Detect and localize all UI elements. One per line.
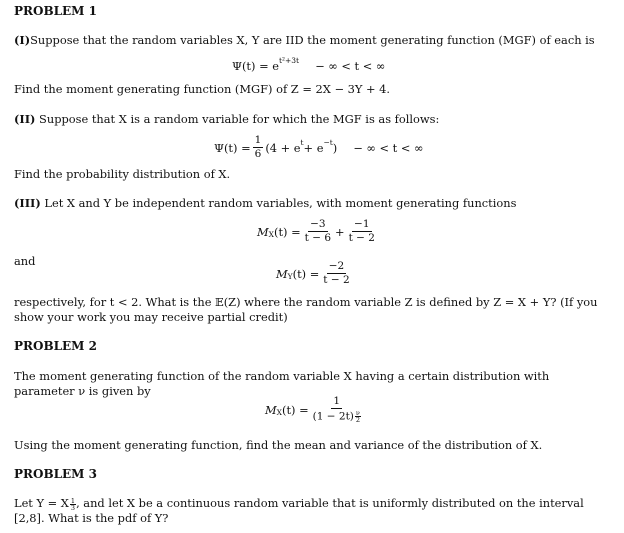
eq4-fraction <box>321 261 351 286</box>
eq1-range: − ∞ < t < ∞ <box>315 59 386 73</box>
part-1-statement: Suppose that the random variables X, Y are IID the moment generating function (MGF) of each is <box>30 33 595 47</box>
eq5-denominator-exponent <box>355 410 361 423</box>
eq3-fraction-1 <box>303 219 333 244</box>
eq3-plus: + <box>335 224 345 239</box>
eq2-denominator: 6 <box>254 148 262 160</box>
problem-1-part-3-text <box>14 196 612 211</box>
and-word: and <box>14 254 36 268</box>
eq4-numerator: −2 <box>328 260 345 272</box>
problem-3-text-b: , and let X be a continuous random variable that is uniformly distributed on the interval [2,8]. What is the pdf of Y? <box>14 496 584 525</box>
problem-2-question: Using the moment generating function, find the mean and variance of the distribution of X. <box>14 438 543 452</box>
eq5-denominator-base: (1 − 2t) <box>312 410 354 423</box>
equation-mgf-x: M $_X$ (t) = $\frac{-3}{t - 6}$ + $\frac{-1}{t - 2}$ <box>257 218 375 244</box>
eq1-lhs: Ψ(t) = e <box>232 59 279 73</box>
problem-1-part-2-text <box>14 112 612 127</box>
p3-exp-num: 1 <box>70 497 76 505</box>
problem-1-title: PROBLEM 1 <box>14 4 97 18</box>
eq3-fraction-2 <box>347 219 377 244</box>
eq2-range: − ∞ < t < ∞ <box>353 140 424 155</box>
part-1-question: Find the moment generating function (MGF) of Z = 2X − 3Y + 4. <box>14 82 391 96</box>
eq5-exp-num: ν <box>355 409 360 417</box>
equation-mgf-1: Ψ(t) = e $^{t^2+3t}$ − ∞ < t < ∞ <box>232 56 386 73</box>
part-2-statement: Suppose that X is a random variable for which the MGF is as follows: <box>35 112 440 126</box>
eq3-lhs: M <box>257 224 269 239</box>
eq4-denominator: t − 2 <box>323 274 350 286</box>
part-2-question: Find the probability distribution of X. <box>14 167 231 181</box>
eq5-lhs: M <box>265 402 277 417</box>
eq3-denominator-1: t − 6 <box>304 232 332 244</box>
eq3-arg: (t) = <box>274 224 301 239</box>
part-3-question: respectively, for t < 2. What is the 𝔼(Z) where the random variable Z is defined by Z = X + Y? (If you show your work you may receive partial credit) <box>14 295 598 324</box>
equation-mgf-y: M $_Y$ (t) = $\frac{-2}{t - 2}$ <box>276 260 350 286</box>
eq3-numerator-2: −1 <box>354 218 370 230</box>
problem-1-part-1-text <box>14 33 612 48</box>
eq3-numerator-1: −3 <box>310 218 326 230</box>
eq4-lhs: M <box>276 266 288 281</box>
part-3-statement: Let X and Y be independent random variables, with moment generating functions <box>40 196 517 210</box>
problem-3-text-a: Let Y = X <box>14 496 69 510</box>
problem-3-title: PROBLEM 3 <box>14 467 97 481</box>
eq5-arg: (t) = <box>282 402 309 417</box>
eq2-mid: + e <box>303 140 324 155</box>
equation-mgf-nu: M $_X$ (t) = 1 (1 − 2t) $\frac{\nu}{2}$ <box>265 396 365 423</box>
eq3-denominator-2: t − 2 <box>348 232 375 244</box>
problem-2-title: PROBLEM 2 <box>14 339 97 353</box>
eq5-denominator <box>311 409 363 423</box>
eq5-exp-den: 2 <box>355 416 360 424</box>
eq2-fraction <box>253 135 264 160</box>
eq2-close: ) <box>332 140 338 155</box>
eq5-numerator: 1 <box>333 395 341 407</box>
problem-2-text: The moment generating function of the random variable X having a certain distribution with parameter ν is given by <box>14 369 550 398</box>
part-1-label: (I) <box>14 33 31 47</box>
eq4-arg: (t) = <box>292 266 320 281</box>
eq5-fraction <box>311 396 363 423</box>
problem-3-text <box>14 496 612 526</box>
eq2-rest: (4 + e <box>265 140 301 155</box>
p3-exp-den: 3 <box>70 504 76 512</box>
eq2-numerator: 1 <box>254 134 262 146</box>
equation-mgf-2: Ψ(t) = $\frac{1}{6}$ (4 + e $^t$ + e $^{-t}$ ) − ∞ < t < ∞ <box>214 134 424 160</box>
eq2-lhs: Ψ(t) = <box>214 140 251 155</box>
part-3-label: (III) <box>14 196 41 210</box>
part-2-label: (II) <box>14 112 36 126</box>
